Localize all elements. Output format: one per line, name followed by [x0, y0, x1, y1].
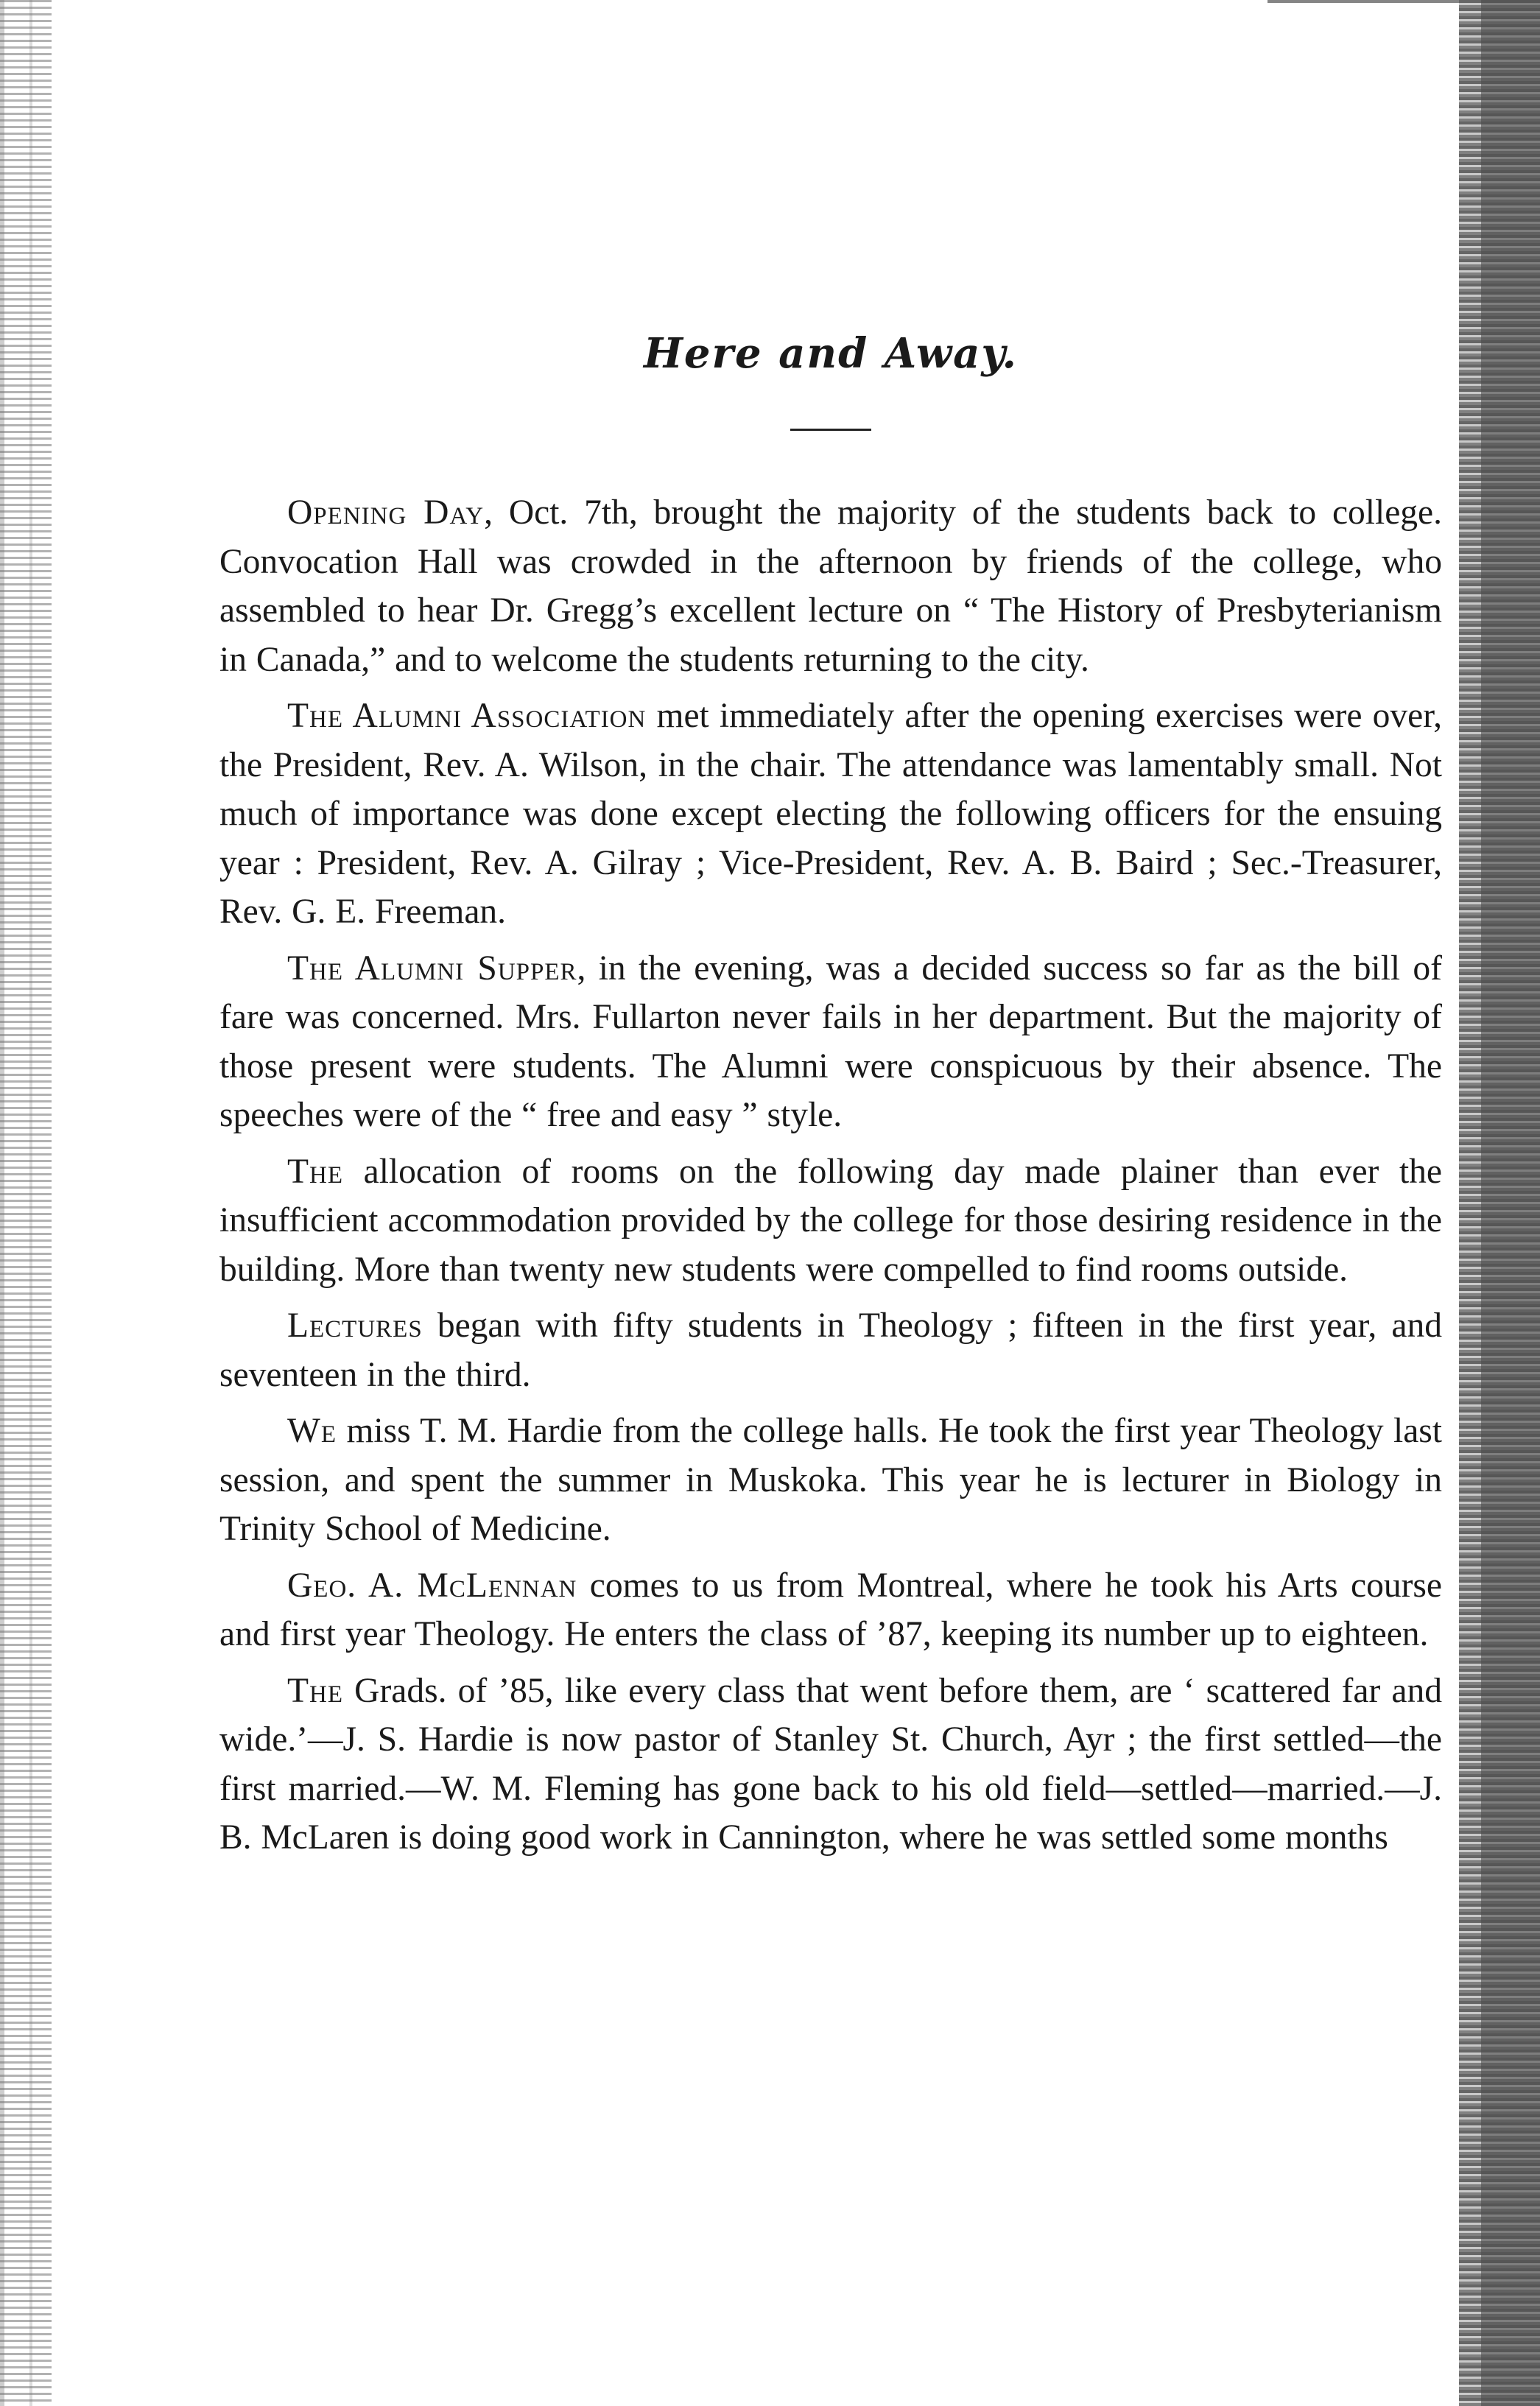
scan-edge-top — [1267, 0, 1459, 3]
paragraph-text: met immediately after the opening exercises were over, the President, Rev. A. Wilson, in the chair. The attendance was lamentably small. Not much of importance was done except electing the following officers for the ensuing year : President, Rev. A. Gilray ; Vice-President, Rev. A. B. Baird ; Sec.-Treasurer, Rev. G. E. Freeman. — [219, 697, 1442, 931]
paragraph-text: allocation of rooms on the following day made plainer than ever the insufficient accommodation provided by the college for those desiring residence in the building. More than twenty new students were compelled to find rooms outside. — [219, 1152, 1442, 1289]
scan-edge-left — [0, 0, 52, 2406]
page-title: Here and Away. — [643, 329, 1019, 378]
paragraph-mclennan — [219, 1561, 1442, 1659]
paragraph-text: , in the evening, was a decided success so far as the bill of fare was concerned. Mrs. Fullarton never fails in her department. But the majority of those present were students. The Alumni were conspicuous by their absence. The speeches were of the “ free and easy ” style. — [219, 949, 1442, 1134]
paragraph-text: Grads. of ’85, like every class that went before them, are ‘ scattered far and wide.’—J. S. Hardie is now pastor of Stanley St. Church, Ayr ; the first settled—the first married.—W. M. Fleming has gone back to his old field—settled—married.—J. B. McLaren is doing good work in Cannington, where he was settled some months — [219, 1671, 1442, 1857]
paragraph-lead: The — [287, 1671, 344, 1710]
paragraph-lead: The — [287, 1152, 344, 1191]
paragraph-text: , Oct. 7th, brought the majority of the students back to college. Convocation Hall was crowded in the afternoon by friends of the college, who assembled to hear Dr. Gregg’s excellent lecture on “ The History of Presbyterianism in Canada,” and to welcome the students returning to the city. — [219, 493, 1442, 679]
paragraph-text: miss T. M. Hardie from the college halls. He took the first year Theology last session, and spent the summer in Muskoka. This year he is lecturer in Biology in Trinity School of Medicine. — [219, 1412, 1442, 1548]
paragraph-hardie — [219, 1407, 1442, 1554]
paragraph-lectures — [219, 1301, 1442, 1399]
paragraph-lead: The Alumni Association — [287, 697, 647, 735]
paragraph-opening-day — [219, 488, 1442, 684]
paragraph-lead: The Alumni Supper — [287, 949, 577, 988]
paragraph-text: comes to us from Montreal, where he took his Arts course and first year Theology. He enters the class of ’87, keeping its number up to eighteen. — [219, 1566, 1442, 1653]
paragraph-alumni-supper — [219, 944, 1442, 1140]
paragraph-lead: We — [287, 1412, 337, 1450]
paragraph-lead: Geo. A. McLennan — [287, 1566, 577, 1605]
paragraph-grads — [219, 1667, 1442, 1862]
title-rule — [790, 429, 871, 431]
paragraph-lead: Opening Day — [287, 493, 485, 532]
paragraph-rooms — [219, 1147, 1442, 1295]
paragraph-text: began with fifty students in Theology ; fifteen in the first year, and seventeen in the third. — [219, 1306, 1442, 1394]
scan-edge-right — [1459, 0, 1540, 2406]
page-body — [219, 324, 1442, 1870]
paragraph-lead: Lectures — [287, 1306, 423, 1345]
paragraph-alumni-association — [219, 692, 1442, 937]
